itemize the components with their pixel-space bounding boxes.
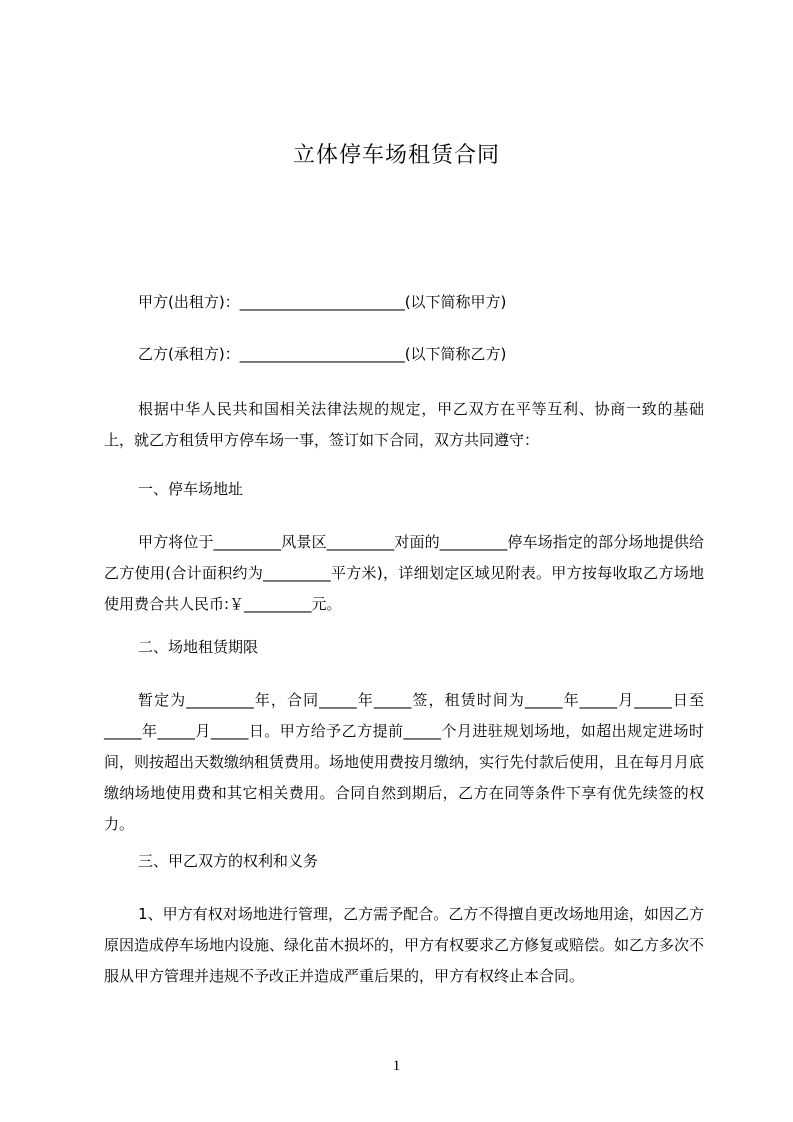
section-2-paragraph: 暂定为_________年，合同_____年_____签，租赁时间为_____年_____月_____日至_____年_____月_____日。甲方给予乙方提前_____个月进驻规划场地，如超出规定进场时间，则按超出天数缴纳租赁费用。场地使用费按月缴纳，实行先付款后使用，且在每月月底缴纳场地使用费和其它相关费用。合同自然到期后，乙方在同等条件下享有优先续签的权力。 (104, 691, 705, 833)
section-1-paragraph: 甲方将位于_________风景区_________对面的_________停车场指定的部分场地提供给乙方使用(合计面积约为_________平方米)，详细划定区域见附表。甲方按每收取乙方场地使用费合共人民币:￥_________元。 (104, 533, 704, 613)
party-b-line: 乙方(承租方)：______________________(以下简称乙方) (138, 345, 507, 363)
section-3-paragraph: 1、甲方有权对场地进行管理，乙方需予配合。乙方不得擅自更改场地用途，如因乙方原因造成停车场地内设施、绿化苗木损坏的，甲方有权要求乙方修复或赔偿。如乙方多次不服从甲方管理并违规不予改正并造成严重后果的，甲方有权终止本合同。 (104, 905, 705, 985)
section-1-heading: 一、停车场地址 (138, 480, 244, 498)
party-a-line: 甲方(出租方)：______________________(以下简称甲方) (138, 293, 507, 311)
page-number: 1 (392, 1058, 401, 1074)
preamble-paragraph: 根据中华人民共和国相关法律法规的规定，甲乙双方在平等互利、协商一致的基础上，就乙方租赁甲方停车场一事，签订如下合同，双方共同遵守： (104, 400, 704, 449)
section-3-heading: 三、甲乙双方的权利和义务 (138, 852, 319, 870)
section-2-heading: 二、场地租赁期限 (138, 638, 259, 656)
page-title: 立体停车场租赁合同 (292, 143, 500, 168)
